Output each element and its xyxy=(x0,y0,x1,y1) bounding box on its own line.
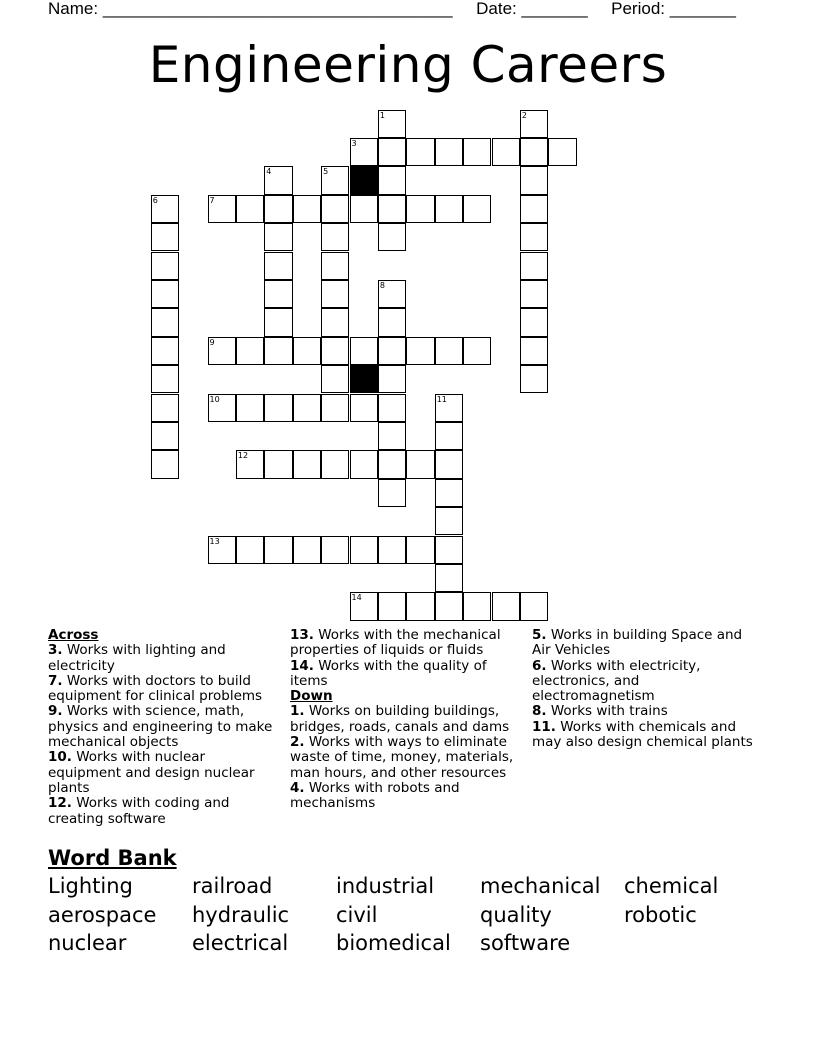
crossword-cell[interactable] xyxy=(406,592,434,620)
crossword-cell[interactable] xyxy=(264,280,292,308)
crossword-cell[interactable] xyxy=(520,166,548,194)
crossword-cell[interactable] xyxy=(151,422,179,450)
word-bank-item: chemical xyxy=(624,874,719,898)
crossword-cell[interactable] xyxy=(321,223,349,251)
clue-number-8: 8 xyxy=(379,280,385,290)
crossword-cell[interactable] xyxy=(378,166,406,194)
period-field[interactable]: _______ xyxy=(669,0,736,18)
crossword-cell[interactable] xyxy=(435,479,463,507)
crossword-cell[interactable] xyxy=(406,536,434,564)
word-bank-item: industrial xyxy=(336,874,435,898)
name-label: Name: xyxy=(48,0,99,18)
crossword-cell[interactable] xyxy=(293,394,321,422)
crossword-cell[interactable] xyxy=(293,536,321,564)
crossword-cell[interactable] xyxy=(378,337,406,365)
clue-number-14: 14 xyxy=(351,593,362,603)
clue-down-2: 2. Works with ways to eliminate waste of time, money, materials, man hours, and other resources xyxy=(290,734,514,781)
word-bank-item: biomedical xyxy=(336,931,451,955)
word-bank-item: nuclear xyxy=(48,931,127,955)
crossword-cell[interactable] xyxy=(151,252,179,280)
crossword-cell[interactable] xyxy=(151,450,179,478)
crossword-cell[interactable] xyxy=(435,507,463,535)
crossword-cell[interactable] xyxy=(293,450,321,478)
crossword-cell[interactable] xyxy=(463,592,491,620)
word-bank-item: robotic xyxy=(624,903,697,927)
clue-across-7: 7. Works with doctors to build equipment for clinical problems xyxy=(48,672,263,705)
word-bank-item: mechanical xyxy=(480,874,601,898)
crossword-cell[interactable] xyxy=(463,337,491,365)
crossword-cell[interactable] xyxy=(236,195,264,223)
crossword-cell[interactable] xyxy=(236,337,264,365)
crossword-cell[interactable] xyxy=(435,450,463,478)
crossword-cell[interactable] xyxy=(406,195,434,223)
clue-number-12: 12 xyxy=(237,451,249,461)
clue-across-12: 12. Works with coding and creating software xyxy=(48,795,230,827)
crossword-cell[interactable] xyxy=(520,365,548,393)
clue-down-1: 1. Works on building buildings, bridges, roads, canals and dams xyxy=(290,703,510,735)
word-bank-item: civil xyxy=(336,903,378,927)
word-bank-item: software xyxy=(480,931,571,955)
crossword-cell[interactable] xyxy=(321,450,349,478)
crossword-cell[interactable] xyxy=(435,337,463,365)
crossword-cell[interactable] xyxy=(321,308,349,336)
crossword-cell[interactable] xyxy=(293,337,321,365)
crossword-cell[interactable] xyxy=(321,195,349,223)
crossword-cell[interactable] xyxy=(378,365,406,393)
crossword-cell[interactable] xyxy=(264,195,292,223)
clue-down-4: 4. Works with robots and mechanisms xyxy=(290,779,460,812)
clue-across-13: 13. Works with the mechanical properties of liquids or fluids xyxy=(290,627,501,659)
clue-number-5: 5 xyxy=(323,167,329,177)
crossword-cell[interactable] xyxy=(321,252,349,280)
crossword-cell[interactable] xyxy=(520,252,548,280)
clue-down-11: 11. Works with chemicals and may also design chemical plants xyxy=(532,718,753,751)
word-bank-item: quality xyxy=(480,903,552,927)
crossword-black-cell xyxy=(350,166,378,194)
clue-down-6: 6. Works with electricity, electronics, and electromagnetism xyxy=(532,657,701,705)
crossword-cell[interactable] xyxy=(492,138,520,166)
word-bank-title: Word Bank xyxy=(48,846,177,870)
date-label: Date: xyxy=(476,0,517,18)
word-bank-item: hydraulic xyxy=(192,903,290,927)
word-bank-item: electrical xyxy=(192,931,289,955)
crossword-cell[interactable] xyxy=(321,394,349,422)
clue-number-2: 2 xyxy=(521,110,527,120)
crossword-cell[interactable] xyxy=(321,280,349,308)
crossword-cell[interactable] xyxy=(378,536,406,564)
crossword-cell[interactable] xyxy=(264,252,292,280)
crossword-cell[interactable] xyxy=(236,394,264,422)
crossword-cell[interactable] xyxy=(435,536,463,564)
crossword-cell[interactable] xyxy=(264,337,292,365)
period-label: Period: xyxy=(611,0,666,18)
crossword-cell[interactable] xyxy=(293,195,321,223)
crossword-cell[interactable] xyxy=(321,337,349,365)
crossword-cell[interactable] xyxy=(463,195,491,223)
word-bank-item: railroad xyxy=(192,874,273,898)
word-bank-item: Lighting xyxy=(48,874,133,898)
crossword-cell[interactable] xyxy=(151,337,179,365)
crossword-cell[interactable] xyxy=(435,564,463,592)
crossword-cell[interactable] xyxy=(435,138,463,166)
crossword-cell[interactable] xyxy=(520,337,548,365)
crossword-cell[interactable] xyxy=(378,592,406,620)
crossword-cell[interactable] xyxy=(406,138,434,166)
crossword-cell[interactable] xyxy=(321,536,349,564)
crossword-cell[interactable] xyxy=(151,308,179,336)
crossword-cell[interactable] xyxy=(520,592,548,620)
crossword-cell[interactable] xyxy=(350,450,378,478)
clues-column-3 xyxy=(532,628,764,750)
crossword-cell[interactable] xyxy=(378,422,406,450)
crossword-cell[interactable] xyxy=(520,195,548,223)
down-heading: Down xyxy=(290,688,333,705)
clue-number-3: 3 xyxy=(351,138,357,148)
crossword-cell[interactable] xyxy=(321,365,349,393)
crossword-cell[interactable] xyxy=(520,138,548,166)
crossword-cell[interactable] xyxy=(151,280,179,308)
crossword-cell[interactable] xyxy=(151,365,179,393)
crossword-cell[interactable] xyxy=(548,138,576,166)
crossword-cell[interactable] xyxy=(264,450,292,478)
crossword-black-cell xyxy=(350,365,378,393)
word-bank-item: aerospace xyxy=(48,903,157,927)
clue-number-9: 9 xyxy=(209,337,215,347)
clues-column-2 xyxy=(290,628,522,812)
crossword-cell[interactable] xyxy=(378,223,406,251)
crossword-cell[interactable] xyxy=(435,195,463,223)
crossword-cell[interactable] xyxy=(378,195,406,223)
crossword-cell[interactable] xyxy=(406,337,434,365)
crossword-cell[interactable] xyxy=(492,592,520,620)
clue-down-8: 8. Works with trains xyxy=(532,703,668,720)
crossword-cell[interactable] xyxy=(463,138,491,166)
crossword-cell[interactable] xyxy=(350,195,378,223)
name-field[interactable]: _____________________________________ xyxy=(102,0,453,18)
crossword-cell[interactable] xyxy=(350,394,378,422)
clue-number-13: 13 xyxy=(209,536,220,546)
clue-number-11: 11 xyxy=(436,394,447,404)
crossword-cell[interactable] xyxy=(350,536,378,564)
crossword-cell[interactable] xyxy=(378,138,406,166)
crossword-cell[interactable] xyxy=(264,394,292,422)
crossword-cell[interactable] xyxy=(350,337,378,365)
crossword-cell[interactable] xyxy=(264,536,292,564)
crossword-cell[interactable] xyxy=(236,536,264,564)
crossword-cell[interactable] xyxy=(378,450,406,478)
crossword-cell[interactable] xyxy=(151,394,179,422)
crossword-cell[interactable] xyxy=(264,223,292,251)
across-heading: Across xyxy=(48,627,99,643)
crossword-cell[interactable] xyxy=(151,223,179,251)
clue-down-5: 5. Works in building Space and Air Vehicles xyxy=(532,627,743,659)
clue-number-1: 1 xyxy=(379,110,385,120)
page-title: Engineering Careers xyxy=(148,36,668,94)
clue-across-3: 3. Works with lighting and electricity xyxy=(48,642,226,674)
clue-number-10: 10 xyxy=(209,394,220,404)
crossword-cell[interactable] xyxy=(520,223,548,251)
crossword-cell[interactable] xyxy=(435,592,463,620)
crossword-cell[interactable] xyxy=(520,280,548,308)
clue-across-14: 14. Works with the quality of items xyxy=(290,657,487,689)
clue-across-9: 9. Works with science, math, physics and engineering to make mechanical objects xyxy=(48,703,273,751)
crossword-cell[interactable] xyxy=(520,308,548,336)
clue-number-6: 6 xyxy=(152,195,158,205)
crossword-cell[interactable] xyxy=(378,479,406,507)
crossword-cell[interactable] xyxy=(378,308,406,336)
date-field[interactable]: _______ xyxy=(521,0,588,18)
clue-number-7: 7 xyxy=(209,195,215,205)
clue-across-10: 10. Works with nuclear equipment and design nuclear plants xyxy=(48,749,255,796)
crossword-cell[interactable] xyxy=(435,422,463,450)
crossword-cell[interactable] xyxy=(378,394,406,422)
clues-column-1 xyxy=(48,628,280,827)
crossword-cell[interactable] xyxy=(406,450,434,478)
crossword-cell[interactable] xyxy=(264,308,292,336)
clue-number-4: 4 xyxy=(266,167,272,177)
